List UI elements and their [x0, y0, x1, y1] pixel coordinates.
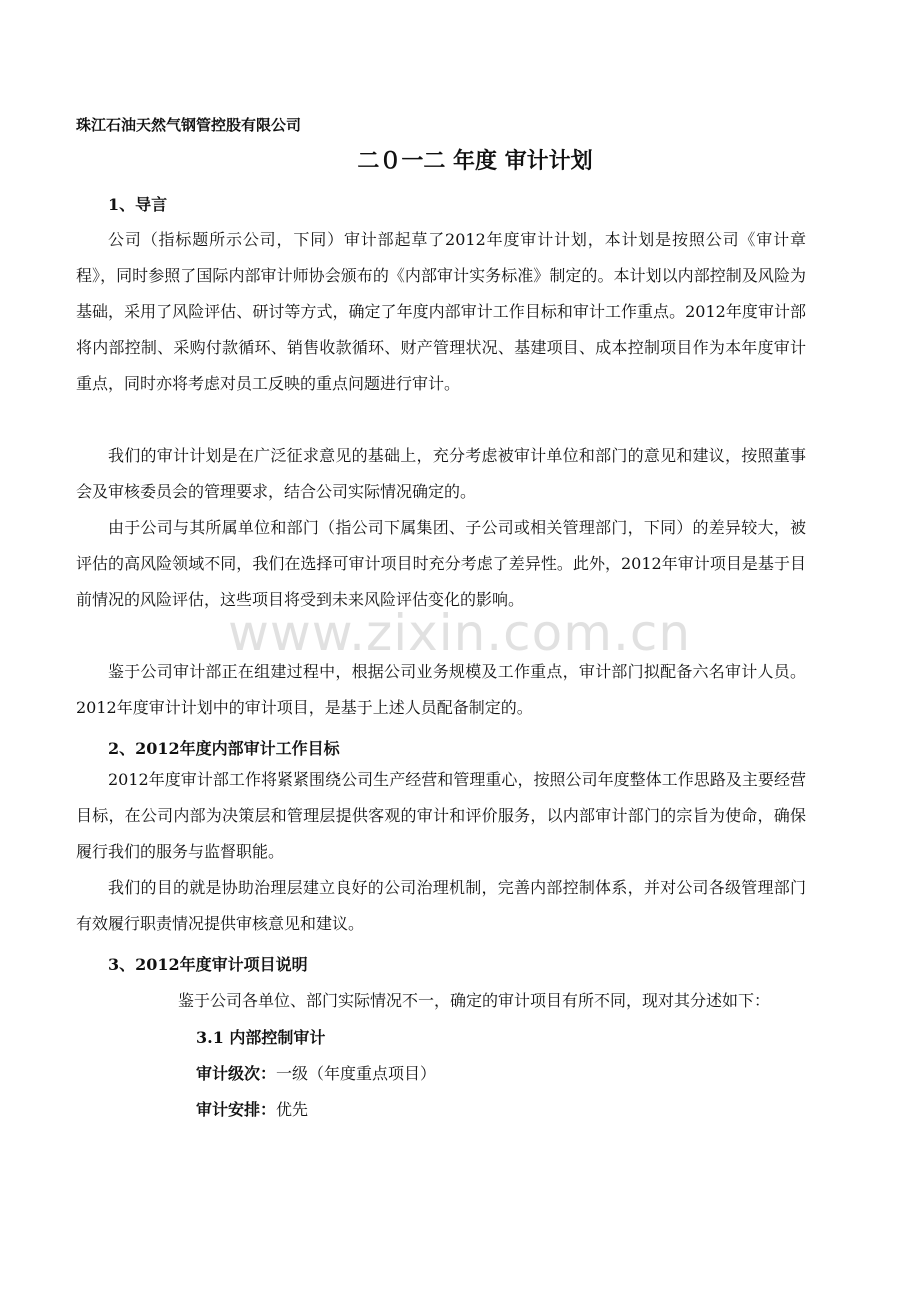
audit-arrangement-value: 优先 [276, 1100, 309, 1119]
section1-body-2 [76, 438, 806, 510]
section1-body-3 [76, 510, 806, 618]
audit-level-value: 一级（年度重点项目） [276, 1064, 437, 1083]
paragraph: 我们的目的就是协助治理层建立良好的公司治理机制，完善内部控制体系，并对公司各级管理部门有效履行职责情况提供审核意见和建议。 [76, 878, 806, 933]
section2-heading: 2、2012年度内部审计工作目标 [108, 739, 340, 758]
company-name: 珠江石油天然气钢管控股有限公司 [76, 116, 302, 134]
audit-level-line [196, 1061, 436, 1084]
document-title: 二０一二 年度 审计计划 [357, 148, 593, 174]
section2-body-2 [76, 870, 806, 942]
subsection-heading: 3.1 内部控制审计 [196, 1028, 326, 1047]
section3-heading: 3、2012年度审计项目说明 [108, 955, 308, 974]
paragraph: 公司（指标题所示公司，下同）审计部起草了2012年度审计计划，本计划是按照公司《审计章程》，同时参照了国际内部审计师协会颁布的《内部审计实务标准》制定的。本计划以内部控制及风险为基础，采用了风险评估、研讨等方式，确定了年度内部审计工作目标和审计工作重点。2012年度审计部将内部控制、采购付款循环、销售收款循环、财产管理状况、基建项目、成本控制项目作为本年度审计重点，同时亦将考虑对员工反映的重点问题进行审计。 [76, 230, 806, 393]
section1-body [76, 222, 806, 402]
paragraph: 鉴于公司审计部正在组建过程中，根据公司业务规模及工作重点，审计部门拟配备六名审计人员。2012年度审计计划中的审计项目，是基于上述人员配备制定的。 [76, 662, 806, 717]
paragraph: 2012年度审计部工作将紧紧围绕公司生产经营和管理重心，按照公司年度整体工作思路及主要经营目标，在公司内部为决策层和管理层提供客观的审计和评价服务，以内部审计部门的宗旨为使命，确保履行我们的服务与监督职能。 [76, 770, 806, 861]
section3-intro: 鉴于公司各单位、部门实际情况不一，确定的审计项目有所不同，现对其分述如下： [178, 991, 771, 1010]
audit-level-label: 审计级次： [196, 1064, 277, 1083]
paragraph: 我们的审计计划是在广泛征求意见的基础上，充分考虑被审计单位和部门的意见和建议，按照董事会及审核委员会的管理要求，结合公司实际情况确定的。 [76, 446, 806, 501]
paragraph: 由于公司与其所属单位和部门（指公司下属集团、子公司或相关管理部门，下同）的差异较大，被评估的高风险领域不同，我们在选择可审计项目时充分考虑了差异性。此外，2012年审计项目是基于目前情况的风险评估，这些项目将受到未来风险评估变化的影响。 [76, 518, 806, 609]
section1-heading: 1、导言 [108, 195, 168, 214]
audit-arrangement-line [196, 1097, 308, 1120]
watermark: www.zixin.com.cn [228, 604, 692, 662]
section1-body-4 [76, 654, 806, 726]
audit-arrangement-label: 审计安排： [196, 1100, 277, 1119]
section2-body [76, 762, 806, 870]
